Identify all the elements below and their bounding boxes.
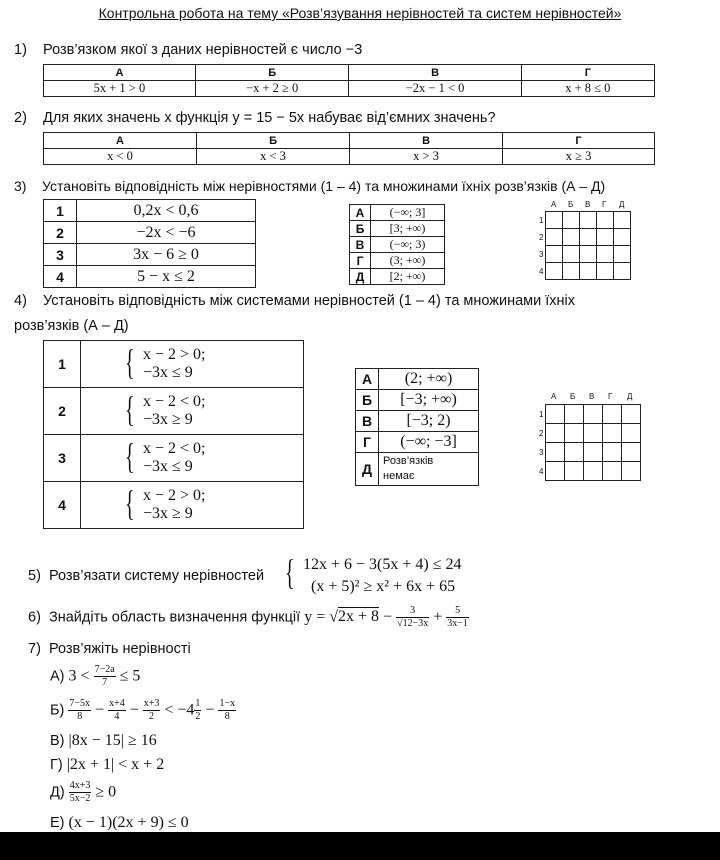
grid-cell[interactable] [563,263,580,280]
grid-cell[interactable] [603,424,622,443]
expr: |2x + 1| < x + 2 [66,756,165,773]
table-row [356,369,479,390]
q4-left-system [81,482,304,529]
q1-option-g: x + 8 ≤ 0 [521,81,654,97]
q7-item-f [50,814,189,832]
q3-right-set: (−∞; 3] [371,205,445,221]
table-row [350,253,445,269]
grid-cell[interactable] [622,424,641,443]
q4-right-letter: Д [356,453,379,486]
grid-cell[interactable] [546,424,565,443]
q2-table [43,132,655,165]
grid-cell[interactable] [546,405,565,424]
q2-text: Для яких значень x функція y = 15 − 5x набуває від’ємних значень? [43,110,496,126]
q6-plus: + [429,608,447,626]
grid-cell[interactable] [597,229,614,246]
q5-number: 5) [28,568,41,584]
grid-row-label: 4 [539,467,544,476]
q3-right-set: (−∞; 3) [371,237,445,253]
q4-text-cont: розв’язків (А – Д) [14,318,129,334]
system [285,552,462,596]
q6-frac1 [396,605,429,630]
q5-text: Розв’язати систему нерівностей [48,568,265,584]
system-line: −3x ≥ 9 [143,505,193,522]
q4-right-letter: А [356,369,379,390]
q3-right-letter: Г [350,253,371,269]
q3-left-num: 4 [44,266,77,288]
grid-cell[interactable] [565,462,584,481]
q4-right-letter: В [356,411,379,432]
table-row [44,266,256,288]
expr: (x − 1)(2x + 9) ≤ 0 [68,814,189,831]
q5-system [285,552,462,596]
q4-right-set: [−3; 2) [379,411,479,432]
q2-header-v: В [350,133,503,149]
system-line: x − 2 < 0; [143,440,206,457]
table-row [356,453,479,486]
expr: − [125,701,143,719]
q7-item-d [50,756,164,774]
q4-left-num: 1 [44,341,81,388]
q3-right-table [349,204,445,285]
q4-text: Установіть відповідність між системами нерівностей (1 – 4) та множинами їхніх [43,293,576,309]
grid-cell[interactable] [614,246,631,263]
q6-minus: − [379,608,397,626]
brace-icon: { [125,436,135,476]
system-line: 12x + 6 − 3(5x + 4) ≤ 24 [303,556,462,573]
item-label: Г) [50,757,63,773]
grid-row-label: 2 [539,429,544,438]
grid-row-label: 1 [539,216,544,225]
q6-lhs: y = [304,608,330,626]
q3-left-table [43,199,256,288]
q7-item-a [50,664,140,689]
grid-cell[interactable] [565,405,584,424]
q2-option-b: x < 3 [197,149,350,165]
brace-icon: { [125,389,135,429]
frac [143,698,161,723]
q4-right-set: [−3; +∞) [379,390,479,411]
grid-col-label: В [585,200,591,209]
frac-num: 7−2a [94,664,115,675]
expr: < −4 [160,701,195,719]
table-row [350,237,445,253]
grid-cell[interactable] [546,263,563,280]
frac-den: √12−3x [397,618,429,629]
frac-num: 1 [195,698,201,709]
grid-col-label: А [551,200,557,209]
q1-header-b: Б [195,65,349,81]
grid-cell[interactable] [580,246,597,263]
q4-right-set: (−∞; −3] [379,432,479,453]
brace-icon: { [285,552,295,592]
table-row [350,221,445,237]
q4-right-letter: Г [356,432,379,453]
table-row [44,200,256,222]
frac-den: 7 [102,677,108,688]
grid-cell[interactable] [584,443,603,462]
frac-num: 1−x [219,698,236,709]
table-row [356,432,479,453]
grid-col-label: Г [608,392,613,401]
grid-cell[interactable] [580,263,597,280]
q3-right-letter: В [350,237,371,253]
brace-icon: { [125,483,135,523]
frac-num: 5 [446,605,469,618]
q7-question [28,641,191,657]
q1-header-a: А [44,65,196,81]
q7-item-c [50,732,157,750]
table-row [44,482,304,529]
frac [69,780,92,805]
grid-cell[interactable] [563,212,580,229]
q4-left-num: 4 [44,482,81,529]
grid-cell[interactable] [546,462,565,481]
q3-text: Установіть відповідність між нерівностями (1 – 4) та множинами їхніх розв’язків (А – Д) [42,178,606,194]
system-line: (x + 5)² ≥ x² + 6x + 65 [311,578,456,595]
q4-question [14,293,575,309]
q1-option-b: −x + 2 ≥ 0 [195,81,349,97]
grid-cell[interactable] [597,212,614,229]
q2-header-g: Г [503,133,655,149]
q2-option-v: x > 3 [350,149,503,165]
q3-question [14,178,605,194]
table-row [44,244,256,266]
q1-header-v: В [349,65,521,81]
expr: ≥ 0 [91,783,117,801]
q4-number: 4) [14,293,27,309]
q1-number: 1) [14,42,27,58]
q1-header-g: Г [521,65,654,81]
grid-cell[interactable] [603,443,622,462]
expr: − [91,701,109,719]
q3-right-set: [3; +∞) [371,221,445,237]
grid-cell[interactable] [614,229,631,246]
grid-cell[interactable] [580,229,597,246]
expr: 3 < [68,667,94,685]
frac-num: 4x+3 [69,780,91,791]
q1-table [43,64,655,97]
frac-num: 7−5x [69,698,91,709]
system-line: x − 2 > 0; [143,487,206,504]
grid-cell[interactable] [563,229,580,246]
grid-cell[interactable] [622,462,641,481]
q4-left-system [81,388,304,435]
frac-den: 2 [149,711,155,722]
frac-num: x+3 [143,698,160,709]
grid-cell[interactable] [597,246,614,263]
q2-option-g: x ≥ 3 [503,149,655,165]
system-line: −3x ≤ 9 [143,364,193,381]
q4-right-set [379,453,479,486]
table-row [44,222,256,244]
system [125,436,206,476]
grid-cell[interactable] [622,405,641,424]
q3-right-set: (3; +∞) [371,253,445,269]
q3-left-expr: 0,2x < 0,6 [77,200,256,222]
no-solutions-line: немає [383,470,415,482]
table-row [44,341,304,388]
table-row [356,390,479,411]
expr: ≤ 5 [115,667,141,685]
frac-den: 2 [195,711,201,722]
grid-col-label: Б [570,392,576,401]
no-solutions-line: Розв’язків [383,455,434,467]
q4-left-num: 2 [44,388,81,435]
item-label: А) [50,668,65,685]
q2-number: 2) [14,110,27,126]
grid-cell[interactable] [614,212,631,229]
grid-col-label: В [589,392,595,401]
grid-row-label: 1 [539,410,544,419]
q3-right-letter: Б [350,221,371,237]
q2-question [14,110,496,126]
frac-den: 3x−1 [447,618,468,629]
grid-cell[interactable] [584,405,603,424]
grid-cell[interactable] [565,443,584,462]
q3-left-expr: 5 − x ≤ 2 [77,266,256,288]
q7-number: 7) [28,641,41,657]
grid-cell[interactable] [546,443,565,462]
q1-option-a: 5x + 1 > 0 [44,81,196,97]
q3-answer-grid[interactable] [545,211,631,280]
grid-cell[interactable] [546,246,563,263]
grid-cell[interactable] [546,212,563,229]
q4-left-system [81,435,304,482]
q1-question [14,42,362,58]
q4-left-table [43,340,304,529]
q4-answer-grid[interactable] [545,404,641,481]
expr: |8x − 15| ≥ 16 [68,732,157,749]
q6-root: 2x + 8 [338,608,380,626]
grid-cell[interactable] [603,462,622,481]
q5-question [28,568,264,584]
q3-number: 3) [14,178,27,194]
system-line: −3x ≤ 9 [143,458,193,475]
grid-cell[interactable] [580,212,597,229]
q7-item-b [50,698,236,723]
item-label: В) [50,733,65,749]
grid-cell[interactable] [603,405,622,424]
frac [94,664,116,689]
q7-item-e [50,780,116,805]
grid-cell[interactable] [546,229,563,246]
brace-icon: { [125,342,135,382]
grid-col-label: Д [619,200,625,209]
page-title: Контрольна робота на тему «Розв’язування нерівностей та систем нерівностей» [98,5,622,21]
q7-text: Розв’яжіть нерівності [48,641,191,657]
system [125,483,206,523]
grid-col-label: Б [568,200,574,209]
q4-right-letter: Б [356,390,379,411]
grid-row-label: 3 [539,448,544,457]
frac-den: 5x−2 [69,793,91,804]
q3-right-set: [2; +∞) [371,269,445,285]
q4-left-num: 3 [44,435,81,482]
table-row [44,388,304,435]
system-line: x − 2 > 0; [143,346,206,363]
grid-col-label: Д [627,392,633,401]
system [125,342,206,382]
grid-cell[interactable] [614,263,631,280]
q6-frac2 [446,605,469,630]
item-label: Е) [50,815,65,831]
q2-header-b: Б [197,133,350,149]
grid-cell[interactable] [584,462,603,481]
q3-right-letter: А [350,205,371,221]
frac-den: 8 [224,711,230,722]
frac [68,698,91,723]
table-row [350,269,445,285]
q4-right-set: (2; +∞) [379,369,479,390]
system [125,389,206,429]
q4-right-table [355,368,479,486]
grid-col-label: А [551,392,557,401]
q3-right-letter: Д [350,269,371,285]
frac [218,698,236,723]
table-row [44,435,304,482]
table-row [350,205,445,221]
sqrt-icon: √ [329,608,339,626]
grid-row-label: 2 [539,233,544,242]
grid-cell[interactable] [563,246,580,263]
table-row [356,411,479,432]
q6-question [28,605,469,630]
q2-header-a: А [44,133,197,149]
item-label: Д) [50,784,65,801]
q1-text: Розв’язком якої з даних нерівностей є число −3 [43,42,363,58]
expr: − [201,701,219,719]
grid-cell[interactable] [622,443,641,462]
frac-den: 4 [114,711,120,722]
q3-left-num: 2 [44,222,77,244]
q3-left-expr: −2x < −6 [77,222,256,244]
q6-text: Знайдіть область визначення функції [48,609,301,626]
item-label: Б) [50,702,65,719]
frac-num: 3 [396,605,429,618]
frac-den: 8 [77,711,83,722]
bottom-bar [0,832,720,860]
grid-cell[interactable] [565,424,584,443]
frac-num: x+4 [109,698,125,709]
grid-col-label: Г [602,200,607,209]
q3-left-num: 3 [44,244,77,266]
frac [108,698,126,723]
q1-option-v: −2x − 1 < 0 [349,81,521,97]
system-line: x − 2 < 0; [143,393,206,410]
grid-cell[interactable] [597,263,614,280]
grid-cell[interactable] [584,424,603,443]
q3-left-expr: 3x − 6 ≥ 0 [77,244,256,266]
q2-option-a: x < 0 [44,149,197,165]
system-line: −3x ≥ 9 [143,411,193,428]
q6-number: 6) [28,609,41,626]
q4-left-system [81,341,304,388]
grid-row-label: 3 [539,250,544,259]
grid-row-label: 4 [539,267,544,276]
q3-left-num: 1 [44,200,77,222]
